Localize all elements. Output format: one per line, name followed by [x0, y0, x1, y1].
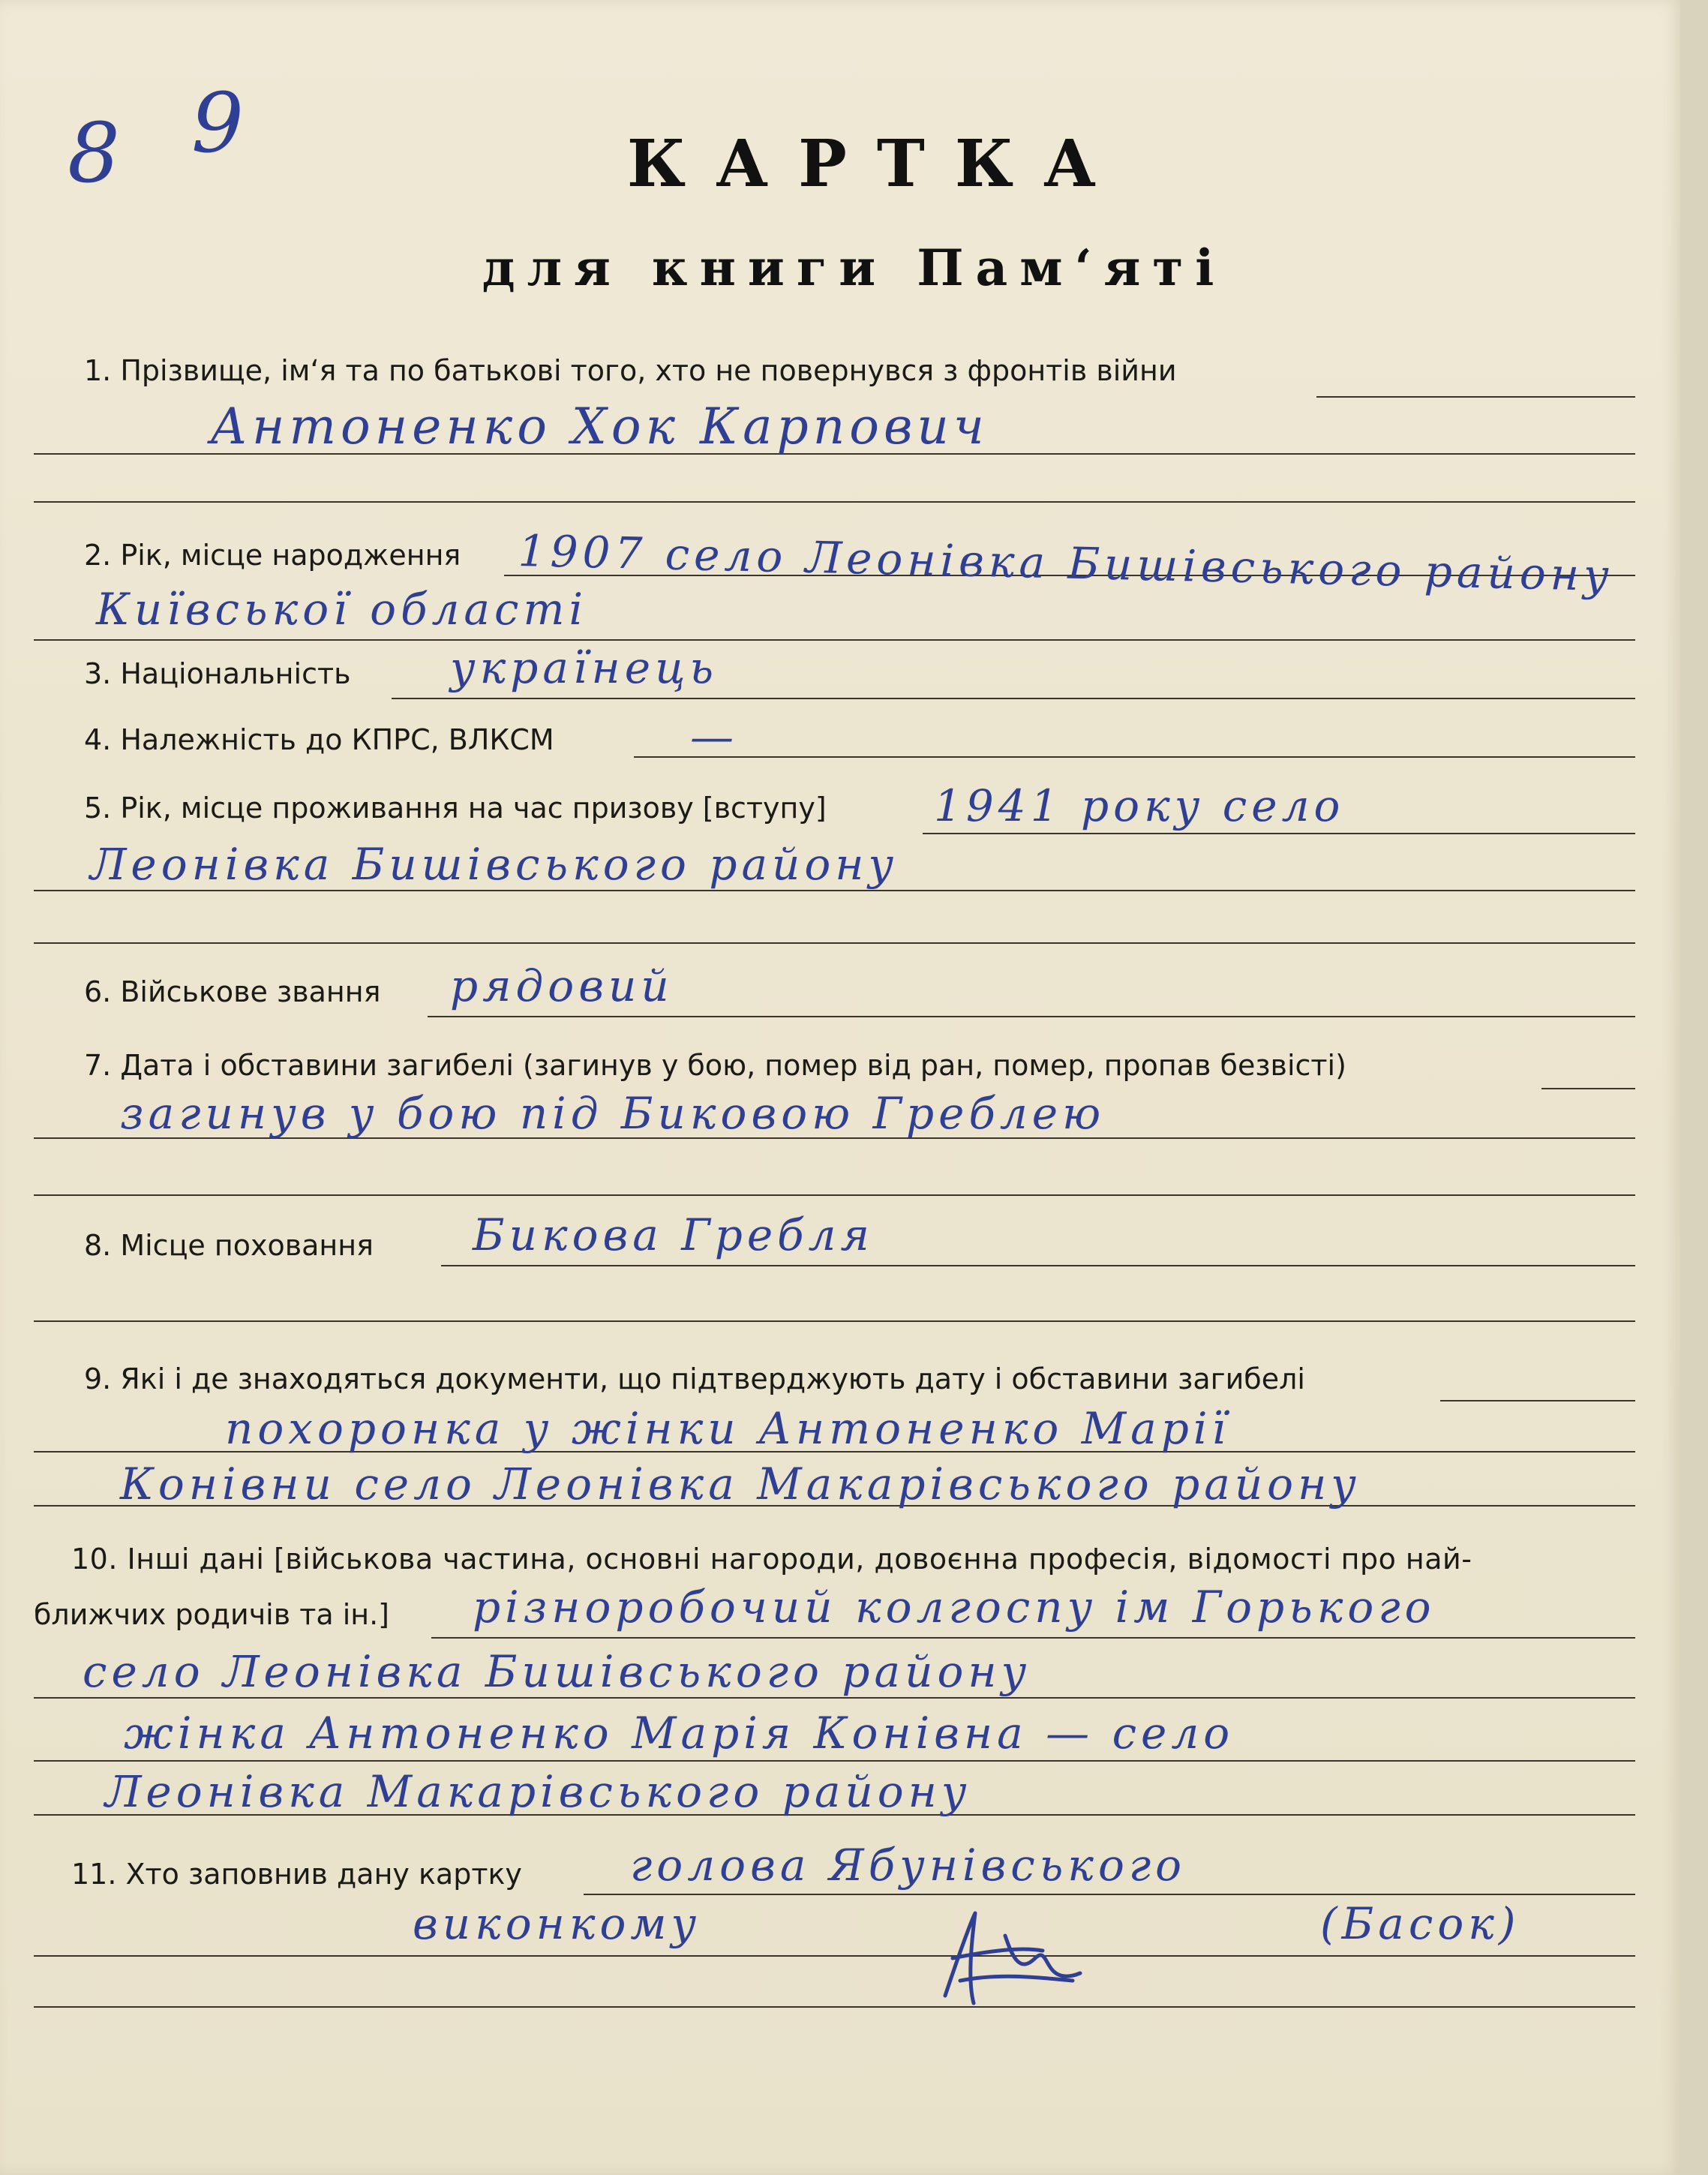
field-5-line-b — [34, 890, 1635, 891]
field-2-line-b — [34, 639, 1635, 641]
field-2-value-b: Київської області — [96, 584, 588, 635]
field-8-value: Бикова Гребля — [473, 1209, 874, 1260]
field-10-line-c — [34, 1760, 1635, 1762]
field-10-label: 10. Інші дані [військова частина, основні нагороди, довоєнна професія, відомості про най- — [71, 1543, 1472, 1576]
field-3-label: 3. Національність — [84, 657, 351, 690]
signature-scribble — [930, 1906, 1103, 2018]
field-9-line-a — [1440, 1400, 1635, 1401]
field-7-line-c — [34, 1194, 1635, 1196]
field-2-value-a: 1907 село Леонівка Бишівського району — [518, 525, 1614, 602]
field-11-line-b — [34, 1955, 1635, 1957]
field-10-line-a — [431, 1637, 1635, 1639]
field-4-label: 4. Належність до КПРС, ВЛКСМ — [84, 723, 554, 756]
field-11-value-a: голова Ябунівського — [630, 1840, 1187, 1891]
field-6-label: 6. Військове звання — [84, 975, 381, 1008]
field-9-label: 9. Які і де знаходяться документи, що підтверджують дату і обставини загибелі — [84, 1362, 1305, 1395]
field-1-value: Антоненко Хок Карпович — [210, 398, 989, 455]
field-11-value-b: виконкому — [413, 1898, 701, 1949]
field-9-value-b: Конівни село Леонівка Макарівського району — [120, 1459, 1361, 1510]
document-title: КАРТКА — [626, 126, 1127, 202]
field-10-value-b: село Леонівка Бишівського району — [83, 1646, 1031, 1697]
field-3-line — [392, 698, 1635, 699]
field-1-line-a — [1316, 396, 1635, 398]
field-2-label: 2. Рік, місце народження — [84, 539, 461, 572]
field-10-label-cont: ближчих родичів та ін.] — [34, 1598, 389, 1631]
field-5-line-c — [34, 942, 1635, 944]
field-4-value: — — [690, 711, 738, 762]
field-9-value-a: похоронка у жінки Антоненко Марії — [225, 1403, 1230, 1454]
field-11-value-c: (Басок) — [1320, 1898, 1520, 1949]
field-6-line — [428, 1016, 1635, 1017]
field-7-label: 7. Дата і обставини загибелі (загинув у бою, помер від ран, помер, пропав безвісті) — [84, 1049, 1346, 1082]
field-6-value: рядовий — [450, 960, 674, 1011]
field-8-line-a — [441, 1265, 1635, 1266]
document-subtitle: для книги Пам‘яті — [482, 239, 1226, 297]
field-10-value-a: різноробочий колгоспу ім Горького — [473, 1582, 1436, 1633]
field-1-label: 1. Прізвище, ім‘я та по батькові того, хто не повернувся з фронтів війни — [84, 354, 1177, 387]
field-5-line-a — [923, 833, 1635, 834]
field-11-line-a — [584, 1894, 1635, 1895]
field-10-value-d: Леонівка Макарівського району — [105, 1766, 971, 1817]
field-5-value-a: 1941 року село — [934, 780, 1345, 831]
field-5-value-b: Леонівка Бишівського району — [90, 839, 899, 890]
field-4-line — [634, 756, 1635, 758]
field-3-value: українець — [450, 642, 719, 693]
corner-mark-9: 9 — [191, 75, 244, 171]
field-5-label: 5. Рік, місце проживання на час призову [вступу] — [84, 792, 827, 825]
corner-mark-8: 8 — [68, 105, 120, 201]
field-11-label: 11. Хто заповнив дану картку — [71, 1858, 522, 1891]
field-7-value: загинув у бою під Биковою Греблею — [120, 1088, 1106, 1139]
field-8-line-b — [34, 1320, 1635, 1322]
field-8-label: 8. Місце поховання — [84, 1229, 374, 1262]
field-7-line-a — [1541, 1088, 1635, 1089]
field-1-line-c — [34, 501, 1635, 503]
field-10-line-b — [34, 1697, 1635, 1699]
field-10-value-c: жінка Антоненко Марія Конівна — село — [124, 1708, 1235, 1759]
field-11-line-c — [34, 2006, 1635, 2008]
